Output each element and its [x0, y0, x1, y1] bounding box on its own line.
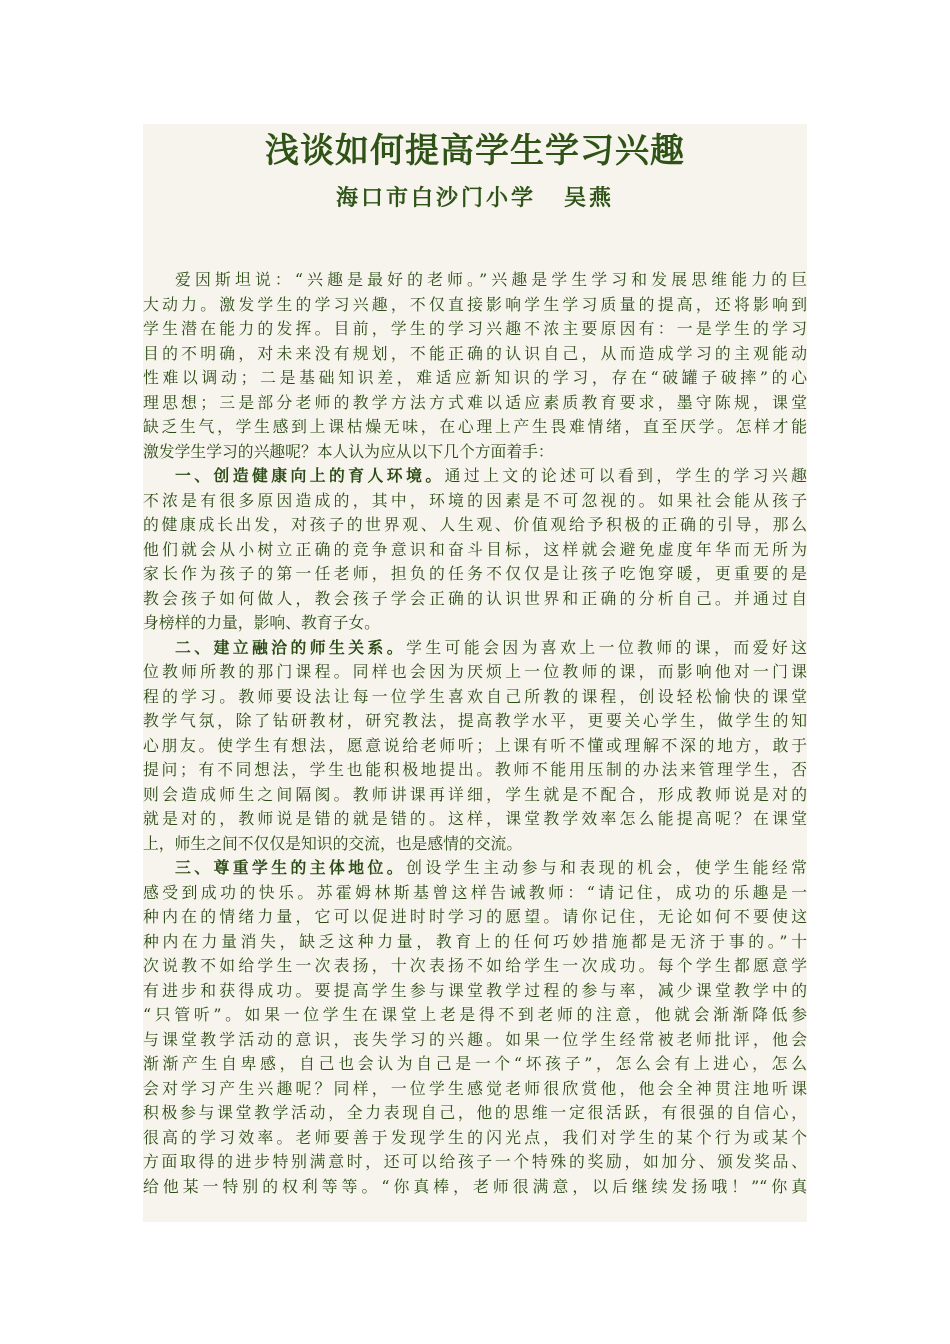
text-line [143, 1126, 807, 1151]
line-text: 种内在力量消失，缺乏这种力量，教育上的任何巧妙措施都是无济于事的。”十 [143, 931, 807, 951]
line-text: 的健康成长出发，对孩子的世界观、人生观、价值观给予积极的正确的引导，那么 [143, 515, 807, 534]
line-text: 身榜样的力量，影响、教育子女。 [143, 613, 380, 632]
text-line [143, 562, 807, 587]
document-byline [143, 180, 807, 216]
text-line [143, 856, 807, 881]
text-line [143, 1003, 807, 1028]
text-line [143, 709, 807, 734]
line-text: 心朋友。使学生有想法，愿意说给老师听；上课有听不懂或理解不深的地方，敢于 [143, 735, 807, 755]
line-text: 渐渐产生自卑感，自己也会认为自己是一个“坏孩子”，怎么会有上进心，怎么 [143, 1054, 807, 1073]
text-line [143, 758, 807, 783]
text-line [143, 538, 807, 563]
line-text: 通过上文的论述可以看到，学生的学习兴趣 [444, 466, 807, 485]
line-text: 感受到成功的快乐。苏霍姆林斯基曾这样告诫教师：“请记住，成功的乐趣是一 [143, 882, 807, 902]
line-text: 很高的学习效率。老师要善于发现学生的闪光点，我们对学生的某个行为或某个 [143, 1127, 807, 1147]
author-school: 海口市白沙门小学 [335, 185, 536, 211]
line-text: 教会孩子如何做人，教会孩子学会正确的认识世界和正确的分析自己。并通过自 [143, 588, 807, 608]
line-text: 目的不明确，对未来没有规划，不能正确的认识自己，从而造成学习的主观能动 [143, 343, 807, 363]
text-line [143, 587, 807, 612]
line-text: 次说教不如给学生一次表扬，十次表扬不如给学生一次成功。每个学生都愿意学 [143, 956, 807, 975]
line-text: 则会造成师生之间隔阂。教师讲课再详细，学生就是不配合，形成教师说是对的 [143, 784, 807, 804]
text-line [143, 905, 807, 930]
text-line [143, 1101, 807, 1126]
section-heading: 三、尊重学生的主体地位。 [175, 858, 407, 877]
text-line [143, 1028, 807, 1053]
text-line [143, 954, 807, 979]
line-text: 他们就会从小树立正确的竞争意识和奋斗目标，这样就会避免虚度年华而无所为 [143, 539, 807, 559]
document-title: 浅谈如何提高学生学习兴趣 [265, 131, 685, 171]
line-text: 学生可能会因为喜欢上一位教师的课，而爱好这 [406, 637, 807, 657]
author-name: 吴燕 [564, 185, 615, 211]
text-line [143, 832, 807, 857]
text-line [143, 881, 807, 906]
text-line [143, 930, 807, 955]
line-text: “只管听”。如果一位学生在课堂上老是得不到老师的注意，他就会渐渐降低参 [143, 1005, 807, 1024]
line-text: 激发学生学习的兴趣呢？本人认为应从以下几个方面着手： [143, 441, 554, 461]
text-line [143, 415, 807, 440]
text-line [143, 1077, 807, 1102]
text-line [143, 317, 807, 342]
text-line [143, 611, 807, 636]
line-text: 与课堂教学活动的意识，丧失学习的兴趣。如果一位学生经常被老师批评，他会 [143, 1029, 807, 1049]
text-line [143, 979, 807, 1004]
text-line [143, 342, 807, 367]
line-text: 提问；有不同想法，学生也能积极地提出。教师不能用压制的办法来管理学生，否 [143, 760, 807, 779]
text-line [143, 807, 807, 832]
text-line [143, 268, 807, 293]
text-line [143, 1150, 807, 1175]
line-text: 缺乏生气，学生感到上课枯燥无味，在心理上产生畏难情绪，直至厌学。怎样才能 [143, 417, 807, 436]
line-text: 大动力。激发学生的学习兴趣，不仅直接影响学生学习质量的提高，还将影响到 [143, 294, 807, 314]
line-text: 会对学习产生兴趣呢？同样，一位学生感觉老师很欣赏他，他会全神贯注地听课 [143, 1078, 807, 1098]
text-line [143, 685, 807, 710]
line-text: 创设学生主动参与和表现的机会，使学生能经常 [406, 858, 807, 877]
line-text: 种内在的情绪力量，它可以促进时时学习的愿望。请你记住，无论如何不要使这 [143, 907, 807, 926]
text-line [143, 660, 807, 685]
text-line [143, 464, 807, 489]
line-text: 理思想；三是部分老师的教学方法方式难以适应素质教育要求，墨守陈规，课堂 [143, 392, 807, 412]
line-text: 位教师所教的那门课程。同样也会因为厌烦上一位教师的课，而影响他对一门课 [143, 662, 807, 681]
line-text: 性难以调动；二是基础知识差，难适应新知识的学习，存在“破罐子破摔”的心 [143, 368, 807, 387]
line-text: 程的学习。教师要设法让每一位学生喜欢自己所教的课程，创设轻松愉快的课堂 [143, 686, 807, 706]
text-line [143, 440, 807, 465]
text-line [143, 1175, 807, 1200]
section-heading: 二、建立融洽的师生关系。 [175, 637, 407, 657]
line-text: 教学气氛，除了钻研教材，研究教法，提高教学水平，更要关心学生，做学生的知 [143, 711, 807, 730]
text-line [143, 489, 807, 514]
section-heading: 一、创造健康向上的育人环境。 [175, 466, 445, 485]
text-line [143, 293, 807, 318]
line-text: 有进步和获得成功。要提高学生参与课堂教学过程的参与率，减少课堂教学中的 [143, 980, 807, 1000]
text-line [143, 783, 807, 808]
line-text: 方面取得的进步特别满意时，还可以给孩子一个特殊的奖励，如加分、颁发奖品、 [143, 1152, 807, 1171]
line-text: 上，师生之间不仅仅是知识的交流，也是感情的交流。 [143, 833, 523, 853]
text-line [143, 513, 807, 538]
text-line [143, 1052, 807, 1077]
line-text: 积极参与课堂教学活动，全力表现自己，他的思维一定很活跃，有很强的自信心， [143, 1103, 807, 1122]
text-line [143, 734, 807, 759]
document-page [143, 124, 807, 1222]
text-line [143, 366, 807, 391]
document-body [143, 268, 807, 1199]
line-text: 爱因斯坦说：“兴趣是最好的老师。”兴趣是学生学习和发展思维能力的巨 [175, 270, 807, 289]
line-text: 就是对的，教师说是错的就是错的。这样，课堂教学效率怎么能提高呢？在课堂 [143, 809, 807, 828]
line-text: 给他某一特别的权利等等。“你真棒，老师很满意，以后继续发扬哦！”“你真 [143, 1176, 807, 1196]
text-line [143, 391, 807, 416]
line-text: 学生潜在能力的发挥。目前，学生的学习兴趣不浓主要原因有：一是学生的学习 [143, 319, 807, 338]
line-text: 不浓是有很多原因造成的，其中，环境的因素是不可忽视的。如果社会能从孩子 [143, 490, 807, 510]
text-line [143, 636, 807, 661]
line-text: 家长作为孩子的第一任老师，担负的任务不仅仅是让孩子吃饱穿暖，更重要的是 [143, 564, 807, 583]
